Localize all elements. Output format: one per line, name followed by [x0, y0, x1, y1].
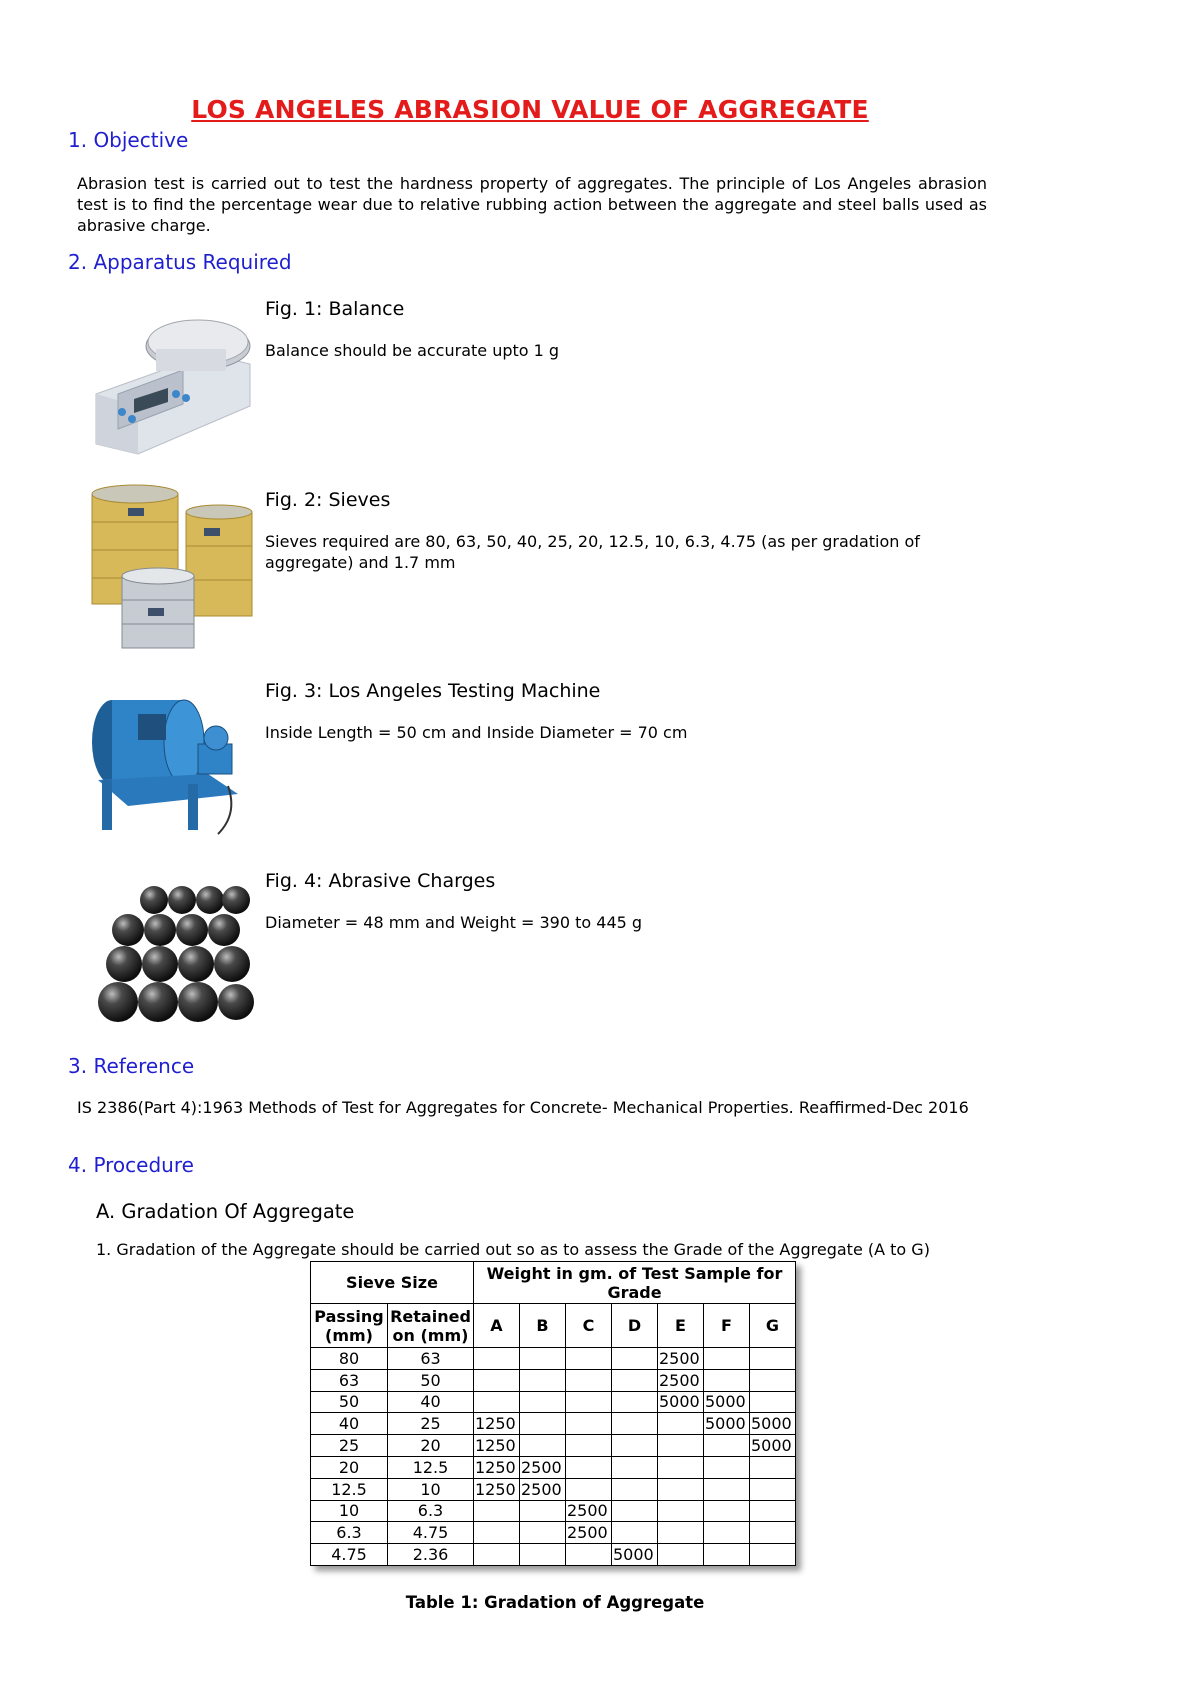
weight-cell [704, 1544, 750, 1566]
objective-text: Abrasion test is carried out to test the hardness property of aggregates. The principle of Los Angeles abrasion test is to find the percentage wear due to relative rubbing action between the aggregate and steel balls used as abrasive charge. [77, 174, 987, 235]
weight-cell [566, 1544, 612, 1566]
balance-icon [88, 294, 256, 462]
weight-cell [704, 1500, 750, 1522]
weight-cell [704, 1478, 750, 1500]
weight-cell [566, 1348, 612, 1370]
weight-cell [704, 1348, 750, 1370]
weight-cell [612, 1500, 658, 1522]
weight-cell [566, 1413, 612, 1435]
retained-cell: 40 [388, 1391, 474, 1413]
weight-cell [566, 1478, 612, 1500]
weight-cell [566, 1435, 612, 1457]
weight-cell [612, 1413, 658, 1435]
weight-cell: 2500 [658, 1369, 704, 1391]
gradation-table-wrapper [310, 1261, 796, 1566]
figure-title: Fig. 3: Los Angeles Testing Machine [265, 680, 601, 702]
header-grade: F [704, 1304, 750, 1348]
header-grade: A [474, 1304, 520, 1348]
weight-cell [750, 1456, 796, 1478]
weight-cell: 5000 [658, 1391, 704, 1413]
sieves-icon [88, 484, 256, 652]
weight-cell: 1250 [474, 1456, 520, 1478]
weight-cell [704, 1369, 750, 1391]
weight-cell [474, 1544, 520, 1566]
weight-cell: 5000 [750, 1413, 796, 1435]
table-row [311, 1391, 796, 1413]
weight-cell [658, 1456, 704, 1478]
retained-cell: 4.75 [388, 1522, 474, 1544]
weight-cell [704, 1456, 750, 1478]
weight-cell [658, 1544, 704, 1566]
weight-cell: 5000 [704, 1391, 750, 1413]
weight-cell [474, 1348, 520, 1370]
weight-cell: 2500 [520, 1478, 566, 1500]
passing-cell: 25 [311, 1435, 388, 1457]
retained-cell: 20 [388, 1435, 474, 1457]
retained-cell: 12.5 [388, 1456, 474, 1478]
passing-cell: 80 [311, 1348, 388, 1370]
figure-title: Fig. 1: Balance [265, 298, 405, 320]
header-grade: G [750, 1304, 796, 1348]
weight-cell [566, 1391, 612, 1413]
weight-cell [612, 1456, 658, 1478]
weight-cell [474, 1522, 520, 1544]
weight-cell [612, 1478, 658, 1500]
table-row [311, 1456, 796, 1478]
weight-cell [520, 1413, 566, 1435]
testing-machine-icon [88, 674, 256, 842]
figure-title: Fig. 2: Sieves [265, 489, 391, 511]
apparatus-heading: 2. Apparatus Required [68, 250, 292, 274]
weight-cell [566, 1456, 612, 1478]
weight-cell [750, 1544, 796, 1566]
table-row [311, 1369, 796, 1391]
weight-cell [750, 1500, 796, 1522]
page-title: LOS ANGELES ABRASION VALUE OF AGGREGATE [191, 94, 869, 124]
table-body [311, 1348, 796, 1566]
table-row [311, 1522, 796, 1544]
weight-cell [612, 1435, 658, 1457]
table-row [311, 1544, 796, 1566]
weight-cell [520, 1544, 566, 1566]
weight-cell [520, 1391, 566, 1413]
procedure-heading: 4. Procedure [68, 1153, 194, 1177]
table-row [311, 1500, 796, 1522]
weight-cell: 5000 [750, 1435, 796, 1457]
weight-cell [750, 1369, 796, 1391]
table-row [311, 1478, 796, 1500]
retained-cell: 50 [388, 1369, 474, 1391]
weight-cell [658, 1413, 704, 1435]
header-grade: B [520, 1304, 566, 1348]
weight-cell: 5000 [704, 1413, 750, 1435]
header-sieve-size: Sieve Size [311, 1262, 474, 1304]
figure-title: Fig. 4: Abrasive Charges [265, 870, 496, 892]
weight-cell: 2500 [566, 1522, 612, 1544]
table-row [311, 1348, 796, 1370]
weight-cell [474, 1369, 520, 1391]
weight-cell [520, 1435, 566, 1457]
header-passing: Passing (mm) [311, 1304, 388, 1348]
passing-cell: 12.5 [311, 1478, 388, 1500]
figure-description: Inside Length = 50 cm and Inside Diameter = 70 cm [265, 723, 688, 742]
passing-cell: 6.3 [311, 1522, 388, 1544]
weight-cell: 2500 [566, 1500, 612, 1522]
reference-text: IS 2386(Part 4):1963 Methods of Test for Aggregates for Concrete- Mechanical Properties. Reaffirmed-Dec 2016 [77, 1098, 969, 1117]
weight-cell [658, 1522, 704, 1544]
objective-heading: 1. Objective [68, 128, 189, 152]
reference-heading: 3. Reference [68, 1054, 195, 1078]
weight-cell: 1250 [474, 1413, 520, 1435]
passing-cell: 50 [311, 1391, 388, 1413]
header-retained: Retained on (mm) [388, 1304, 474, 1348]
weight-cell: 5000 [612, 1544, 658, 1566]
weight-cell [658, 1500, 704, 1522]
figure-description: Sieves required are 80, 63, 50, 40, 25, 20, 12.5, 10, 6.3, 4.75 (as per gradation of aggregate) and 1.7 mm [265, 532, 920, 572]
weight-cell: 1250 [474, 1478, 520, 1500]
header-grade: C [566, 1304, 612, 1348]
passing-cell: 40 [311, 1413, 388, 1435]
weight-cell [750, 1348, 796, 1370]
figure-description: Diameter = 48 mm and Weight = 390 to 445 g [265, 913, 643, 932]
table-row [311, 1435, 796, 1457]
weight-cell [704, 1435, 750, 1457]
weight-cell: 1250 [474, 1435, 520, 1457]
gradation-subheading: A. Gradation Of Aggregate [96, 1200, 355, 1223]
weight-cell [612, 1522, 658, 1544]
weight-cell [612, 1391, 658, 1413]
weight-cell [750, 1522, 796, 1544]
weight-cell [520, 1369, 566, 1391]
passing-cell: 20 [311, 1456, 388, 1478]
weight-cell: 2500 [658, 1348, 704, 1370]
weight-cell [750, 1478, 796, 1500]
passing-cell: 63 [311, 1369, 388, 1391]
weight-cell [474, 1500, 520, 1522]
weight-cell: 2500 [520, 1456, 566, 1478]
retained-cell: 2.36 [388, 1544, 474, 1566]
header-weight: Weight in gm. of Test Sample for Grade [474, 1262, 796, 1304]
table-caption: Table 1: Gradation of Aggregate [405, 1593, 705, 1612]
retained-cell: 63 [388, 1348, 474, 1370]
figure-description: Balance should be accurate upto 1 g [265, 341, 560, 360]
passing-cell: 10 [311, 1500, 388, 1522]
weight-cell [658, 1435, 704, 1457]
passing-cell: 4.75 [311, 1544, 388, 1566]
retained-cell: 25 [388, 1413, 474, 1435]
table-row [311, 1413, 796, 1435]
weight-cell [566, 1369, 612, 1391]
weight-cell [474, 1391, 520, 1413]
retained-cell: 10 [388, 1478, 474, 1500]
header-grade: D [612, 1304, 658, 1348]
weight-cell [612, 1348, 658, 1370]
weight-cell [658, 1478, 704, 1500]
weight-cell [520, 1500, 566, 1522]
weight-cell [750, 1391, 796, 1413]
header-grade: E [658, 1304, 704, 1348]
list-item: 1. Gradation of the Aggregate should be carried out so as to assess the Grade of the Aggregate (A to G) [96, 1240, 930, 1259]
weight-cell [520, 1348, 566, 1370]
weight-cell [520, 1522, 566, 1544]
gradation-table [310, 1261, 796, 1566]
retained-cell: 6.3 [388, 1500, 474, 1522]
weight-cell [612, 1369, 658, 1391]
weight-cell [704, 1522, 750, 1544]
steel-balls-icon [88, 866, 256, 1034]
